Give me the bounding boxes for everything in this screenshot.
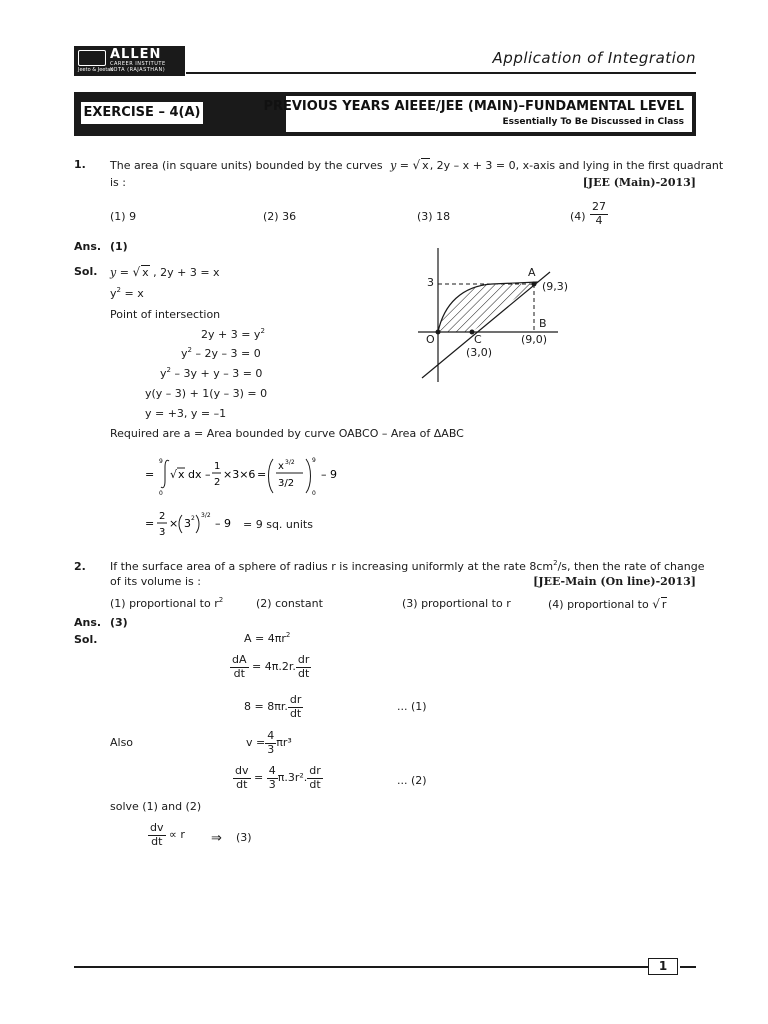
option-4-label: (4) (570, 210, 586, 223)
equation-text: – 3y + y – 3 = 0 (170, 367, 263, 380)
solution-line: $y^2 = x$ (110, 286, 144, 300)
question-text-part: If the surface area of a sphere of radius r is increasing uniformly at the rate 8cm (110, 560, 554, 573)
page-number: 1 (648, 958, 678, 975)
svg-text:2: 2 (159, 511, 166, 522)
equation-text: πr³ (276, 736, 292, 750)
svg-text:1: 1 (214, 461, 221, 472)
area-graph (408, 244, 568, 387)
option-4: (4) proportional to √ r (548, 597, 667, 611)
equation-text: A = 4πr (244, 632, 286, 645)
question-number: 2. (74, 560, 86, 573)
option-4-denominator: 4 (595, 213, 603, 227)
footer-rule (74, 966, 648, 968)
equation-line: y = +3, y = –1 (145, 407, 227, 420)
equation-line: $A = 4\pi r^2$ (244, 631, 291, 645)
option-2: (2) constant (256, 597, 323, 610)
svg-text:9: 9 (312, 457, 316, 464)
area-graph-svg (408, 244, 568, 384)
source-tag: [JEE-Main (On line)-2013] (533, 575, 696, 588)
equation-text: = 4π.2r. (252, 660, 296, 674)
final-line: $\frac{dv}{dt}$ ∝ r (150, 821, 185, 848)
svg-text:– 9: – 9 (215, 517, 231, 530)
solution-text: , 2y + 3 = x (153, 266, 220, 279)
solve-line: solve (1) and (2) (110, 800, 202, 813)
solution-line: Required are a = Area bounded by curve OABCO – Area of ΔABC (110, 427, 464, 440)
allen-logo (74, 46, 185, 76)
equation-line: $y^2 - 3y + y - 3 = 0$ (160, 366, 263, 380)
question-text-part: , 2y – x + 3 = 0, x-axis and lying in the first quadrant (429, 159, 724, 172)
equation-ref: ... (1) (397, 700, 427, 713)
graph-label-o: O (426, 333, 435, 346)
implies-icon: ⇒ (211, 831, 222, 846)
svg-text:3/2: 3/2 (201, 512, 211, 519)
equation-text: v = (246, 736, 266, 750)
exercise-banner (74, 92, 696, 136)
option-3: (3) proportional to r (402, 597, 511, 610)
logo-subtitle: CAREER INSTITUTE (110, 61, 166, 67)
equation-line: $\frac{dv}{dt}$ = $\frac{4}{3}$ π.3r². $\frac{dr}{dt}$ (235, 764, 321, 791)
question-text: The area (in square units) bounded by the curves y = √ x, 2y – x + 3 = 0, x-axis and lying in the first quadrant (110, 158, 724, 172)
result-formula-graphic (145, 508, 237, 542)
final-answer: (3) (236, 831, 252, 844)
logo-mark-icon (78, 50, 106, 66)
svg-text:0: 0 (312, 490, 316, 497)
result-expression (145, 508, 237, 545)
exercise-label: EXERCISE – 4(A) (80, 101, 204, 125)
option-4 (590, 201, 608, 227)
graph-label-a: A (528, 266, 536, 279)
answer-value: (3) (110, 616, 128, 629)
graph-label-9-0: (9,0) (521, 333, 548, 346)
result-value: = 9 sq. units (243, 518, 313, 531)
banner-title-box (263, 96, 692, 132)
equation-text: 2y + 3 = y (201, 328, 261, 341)
also-label: Also (110, 736, 134, 749)
option-1: (1) 9 (110, 210, 137, 223)
equation-line: $y^2 - 2y - 3 = 0$ (181, 346, 261, 360)
svg-text:x: x (278, 461, 284, 472)
svg-text:=: = (145, 468, 155, 481)
svg-text:– 9: – 9 (321, 468, 337, 481)
svg-text:x dx –: x dx – (178, 468, 211, 481)
answer-label: Ans. (74, 616, 102, 629)
svg-text:×3×6: ×3×6 (223, 468, 256, 481)
solution-label: Sol. (74, 633, 98, 646)
svg-text:3/2: 3/2 (285, 459, 295, 466)
equation-text: y (160, 367, 167, 380)
chapter-title: Application of Integration (492, 49, 696, 67)
question-text-part: The area (in square units) bounded by the curves (110, 159, 383, 172)
svg-text:9: 9 (159, 458, 163, 465)
question-text-cont: of its volume is : (110, 575, 201, 588)
svg-text:=: = (257, 468, 267, 481)
point-o (436, 330, 441, 335)
svg-text:2: 2 (214, 477, 221, 488)
svg-text:√: √ (170, 468, 178, 481)
svg-text:3: 3 (184, 517, 191, 530)
banner-subtitle: Essentially To Be Discussed in Class (502, 117, 684, 127)
logo-location: KOTA (RAJASTHAN) (110, 67, 166, 73)
svg-text:0: 0 (159, 490, 163, 497)
equation-line: y(y – 3) + 1(y – 3) = 0 (145, 387, 268, 400)
question-text: If the surface area of a sphere of radius r is increasing uniformly at the rate $8cm^2/s$, then the rate of change (110, 559, 705, 573)
option-1-text: (1) proportional to r (110, 597, 219, 610)
header-rule (186, 72, 696, 74)
question-text-part: /s, then the rate of change (557, 560, 705, 573)
equation-ref: ... (2) (397, 774, 427, 787)
option-3: (3) 18 (417, 210, 451, 223)
equation-text: π.3r². (277, 771, 308, 785)
footer-rule-end (680, 966, 696, 968)
equation-text: – 2y – 3 = 0 (191, 347, 261, 360)
solution-text: = x (124, 287, 144, 300)
final-text: ∝ r (169, 828, 185, 842)
point-a (532, 282, 537, 287)
equation-line: v = $\frac{4}{3}$ πr³ (246, 729, 292, 756)
svg-text:×: × (169, 517, 179, 530)
graph-label-3-0: (3,0) (466, 346, 493, 359)
source-tag: [JEE (Main)-2013] (582, 176, 696, 189)
solution-line: Point of intersection (110, 308, 221, 321)
equation-line: 8 = 8πr. $\frac{dr}{dt}$ (244, 693, 302, 720)
solution-line: y = √ x , 2y + 3 = x (110, 265, 220, 279)
equation-line: $2y + 3 = y^2$ (201, 327, 265, 341)
option-4-text: (4) proportional to (548, 598, 649, 611)
svg-text:=: = (145, 517, 155, 530)
answer-value: (1) (110, 240, 128, 253)
graph-label-b: B (539, 317, 547, 330)
question-text-cont: is : (110, 176, 126, 189)
graph-label-3: 3 (427, 276, 434, 289)
option-2: (2) 36 (263, 210, 297, 223)
svg-text:3/2: 3/2 (278, 478, 295, 489)
graph-label-9-3: (9,3) (542, 280, 569, 293)
question-number: 1. (74, 158, 86, 171)
equation-text: 8 = 8πr. (244, 700, 288, 714)
answer-label: Ans. (74, 240, 102, 253)
solution-label: Sol. (74, 265, 98, 278)
logo-name: ALLEN (110, 47, 162, 62)
banner-title: PREVIOUS YEARS AIEEE/JEE (MAIN)–FUNDAMENTAL LEVEL (263, 99, 684, 114)
svg-text:3: 3 (159, 527, 166, 538)
equation-text: y (181, 347, 188, 360)
option-1: (1) proportional to $r^2$ (110, 596, 224, 610)
option-4-numerator: 27 (592, 200, 606, 213)
svg-text:2: 2 (191, 515, 195, 522)
graph-label-c: C (474, 333, 482, 346)
integral-formula-graphic (145, 455, 375, 497)
equation-line: $\frac{dA}{dt}$ = 4π.2r. $\frac{dr}{dt}$ (232, 653, 310, 680)
integral-expression (145, 455, 375, 500)
logo-tagline: Jeeto & Jeetao (78, 67, 114, 73)
